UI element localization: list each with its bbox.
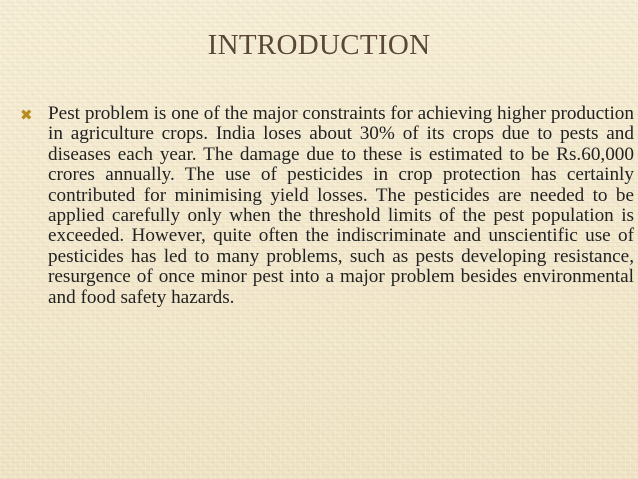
x-mark-bullet-icon: ✖ bbox=[20, 106, 33, 124]
slide-title: INTRODUCTION bbox=[207, 29, 431, 61]
bullet-text: Pest problem is one of the major constraints for achieving higher production in agriculture crops. India loses about 30% of its crops due to pests and diseases each year. The damage due to these is estimated to be Rs.60,000 crores annually. The use of pesticides in crop protection has certainly contributed for minimising yield losses. The pesticides are needed to be applied carefully only when the threshold limits of the pest population is exceeded. However, quite often the indiscriminate and unscientific use of pesticides has led to many problems, such as pests developing resistance, resurgence of once minor pest into a major problem besides environmental and food safety hazards. bbox=[48, 103, 634, 308]
